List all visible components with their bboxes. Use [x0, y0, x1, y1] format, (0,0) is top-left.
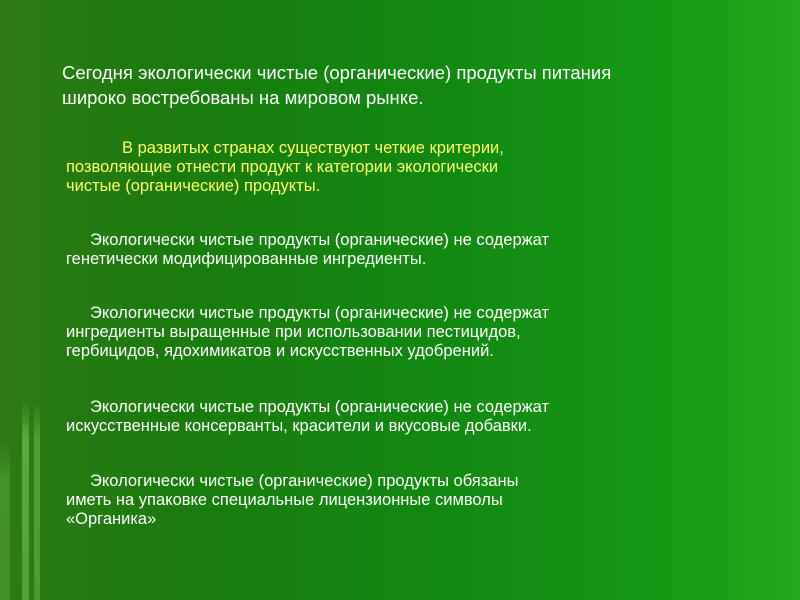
criteria-paragraph — [66, 139, 746, 196]
paragraph-line: Экологически чистые продукты (органические) не содержат — [90, 231, 550, 249]
paragraph-line: Экологически чистые продукты (органические) не содержат — [90, 304, 550, 322]
paragraph-line: Экологически чистые продукты (органические) не содержат — [90, 398, 550, 416]
pesticides-paragraph — [66, 304, 746, 361]
criteria-line: чистые (органические) продукты. — [66, 177, 321, 195]
paragraph-line: генетически модифицированные ингредиенты. — [66, 250, 427, 268]
decorative-strip — [22, 400, 29, 600]
criteria-line: В развитых странах существуют четкие критерии, — [122, 139, 504, 157]
preservatives-paragraph — [66, 398, 746, 436]
paragraph-line: Экологически чистые (органические) продукты обязаны — [90, 472, 519, 490]
paragraph-line: искусственные консерванты, красители и вкусовые добавки. — [66, 417, 532, 435]
symbols-paragraph — [66, 472, 746, 529]
paragraph-line: «Органика» — [66, 510, 157, 528]
intro-line: Сегодня экологически чистые (органические) продукты питания — [62, 62, 612, 83]
decorative-strip — [0, 440, 10, 600]
gmo-paragraph — [66, 231, 746, 269]
criteria-line: позволяющие отнести продукт к категории экологически — [66, 158, 499, 176]
intro-text — [62, 60, 762, 110]
paragraph-line: ингредиенты выращенные при использовании пестицидов, — [66, 323, 521, 341]
intro-line: широко востребованы на мировом рынке. — [62, 87, 424, 108]
paragraph-line: иметь на упаковке специальные лицензионные символы — [66, 491, 503, 509]
paragraph-line: гербицидов, ядохимикатов и искусственных удобрений. — [66, 342, 494, 360]
decorative-strip — [34, 400, 40, 600]
